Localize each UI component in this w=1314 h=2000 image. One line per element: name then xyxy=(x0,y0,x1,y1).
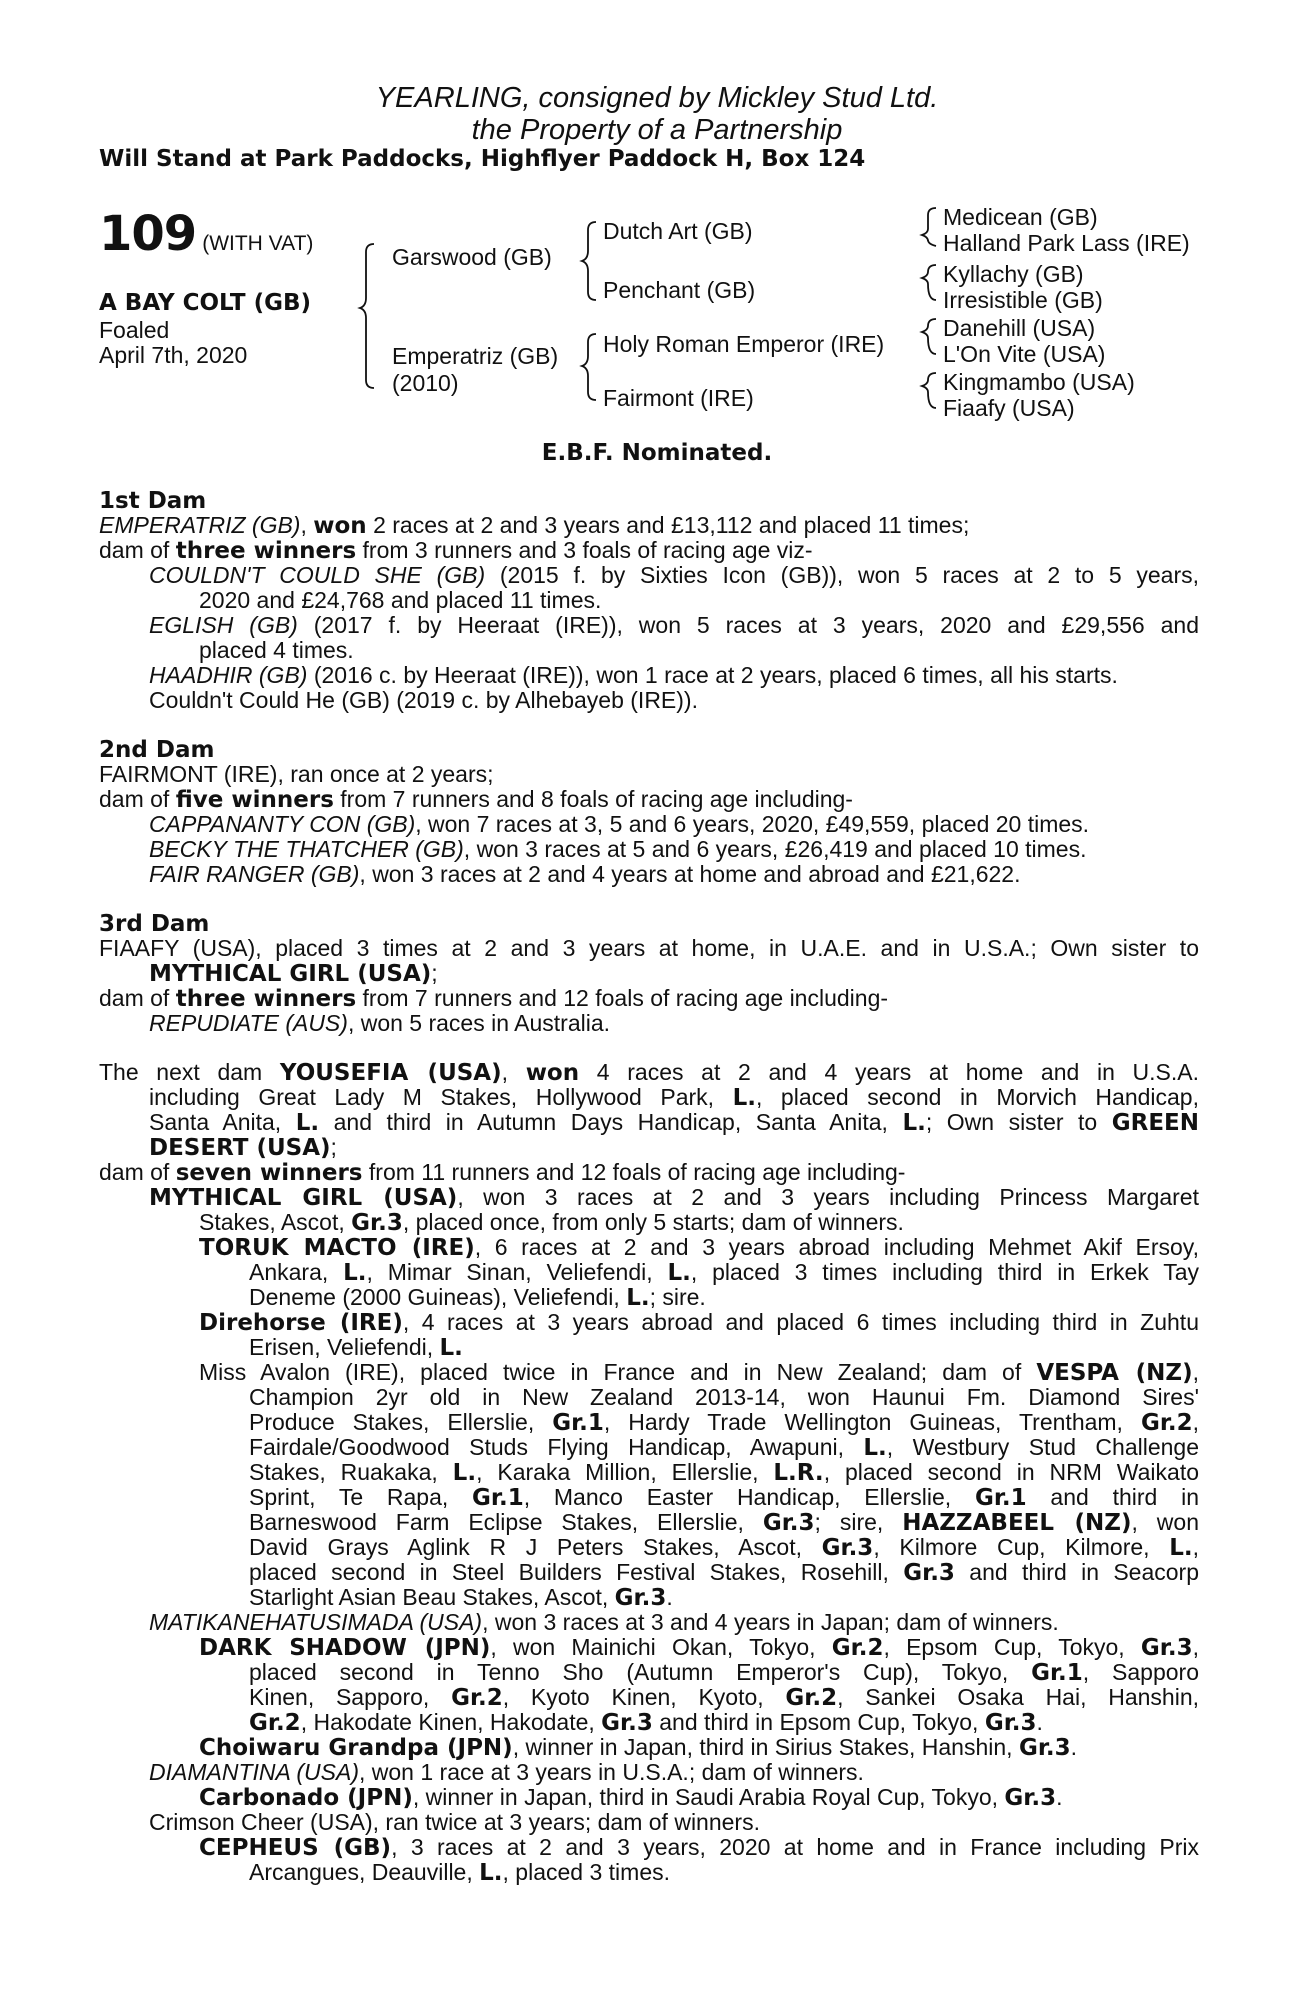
stabling-line: Will Stand at Park Paddocks, Highflyer Paddock H, Box 124 xyxy=(99,146,866,172)
bold-run: L. xyxy=(452,1460,477,1486)
text-run: Produce Stakes, Ellerslie, xyxy=(249,1409,553,1435)
text-run: ; sire. xyxy=(649,1284,706,1310)
pedigree-line xyxy=(249,1585,673,1611)
text-run: , won 3 races at 3 and 4 years in Japan; dam of winners. xyxy=(482,1609,1059,1635)
bold-run: Choiwaru Grandpa (JPN) xyxy=(199,1735,513,1761)
pedigree-line xyxy=(149,1810,760,1835)
pedigree-line xyxy=(149,1011,610,1036)
bold-run: Gr.3 xyxy=(762,1510,815,1536)
text-run: FAIRMONT (IRE), ran once at 2 years; xyxy=(99,761,494,787)
ebf-nomination: E.B.F. Nominated. xyxy=(541,440,773,466)
pedigree-line xyxy=(149,663,1118,688)
text-run: , Kyoto Kinen, Kyoto, xyxy=(502,1684,786,1710)
text-run: , 3 races at 2 and 3 years, 2020 at home and in France including Prix xyxy=(391,1834,1199,1860)
pedigree-line xyxy=(249,1260,1199,1286)
pedigree-line xyxy=(249,1335,463,1361)
text-run: Sprint, Te Rapa, xyxy=(249,1484,473,1510)
text-run: Santa Anita, xyxy=(149,1109,296,1135)
text-run: and third in Seacorp xyxy=(954,1559,1199,1585)
text-run: Stakes, Ruakaka, xyxy=(249,1459,453,1485)
bold-run: L. xyxy=(667,1260,691,1286)
pedigree-line xyxy=(249,1485,1199,1511)
text-run: ; xyxy=(431,960,438,986)
text-run: , winner in Japan, third in Saudi Arabia Royal Cup, Tokyo, xyxy=(412,1784,1005,1810)
text-run: , won 3 races at 2 and 3 years including Princess Margaret xyxy=(457,1184,1199,1210)
foaled-date: April 7th, 2020 xyxy=(99,342,248,368)
text-run: placed second in Steel Builders Festival Stakes, Rosehill, xyxy=(249,1559,904,1585)
text-run: , Karaka Million, Ellerslie, xyxy=(476,1459,774,1485)
bold-run: Gr.3 xyxy=(1140,1635,1193,1661)
text-run: , won 7 races at 3, 5 and 6 years, 2020, £49,559, placed 20 times. xyxy=(415,811,1090,837)
pedigree-line xyxy=(149,1110,1199,1136)
sdd: Irresistible (GB) xyxy=(943,287,1103,313)
bold-run: Gr.2 xyxy=(785,1685,838,1711)
bold-run: Gr.3 xyxy=(903,1560,955,1586)
pedigree-line xyxy=(249,1660,1199,1686)
bold-run: Gr.2 xyxy=(831,1635,884,1661)
sire: Garswood (GB) xyxy=(392,244,552,270)
heading-text: 2nd Dam xyxy=(99,737,215,763)
italic-run: COULDN'T COULD SHE (GB) xyxy=(149,562,486,588)
pedigree-line xyxy=(249,1385,1199,1410)
dd-brace xyxy=(922,373,936,408)
text-run: and third in Epsom Cup, Tokyo, xyxy=(652,1709,985,1735)
text-run: , winner in Japan, third in Sirius Stakes, Hanshin, xyxy=(512,1734,1019,1760)
text-run: , won 3 races at 5 and 6 years, £26,419 and placed 10 times. xyxy=(463,836,1087,862)
bold-run: MYTHICAL GIRL (USA) xyxy=(149,1185,458,1211)
pedigree-line xyxy=(249,1285,706,1311)
text-run: dam of xyxy=(99,1159,176,1185)
pedigree-line xyxy=(199,1735,1077,1761)
text-run: Miss Avalon (IRE), placed twice in France and in New Zealand; dam of xyxy=(199,1359,1037,1385)
pedigree-line xyxy=(249,1535,1199,1561)
bold-run: won xyxy=(313,513,367,539)
pedigree-line xyxy=(149,1135,337,1161)
text-run: , Hakodate Kinen, Hakodate, xyxy=(300,1709,602,1735)
text-run: dam of xyxy=(99,985,176,1011)
text-run: ; Own sister to xyxy=(925,1109,1112,1135)
pedigree-line xyxy=(199,1235,1199,1261)
bold-run: Gr.3 xyxy=(601,1710,653,1736)
text-run: , Epsom Cup, Tokyo, xyxy=(883,1634,1141,1660)
pedigree-line xyxy=(249,1860,670,1886)
text-run: (2017 f. by Heeraat (IRE)), won 5 races at 3 years, 2020 and £29,556 and xyxy=(297,612,1199,638)
text-run: Ankara, xyxy=(249,1259,344,1285)
text-run: Starlight Asian Beau Stakes, Ascot, xyxy=(249,1584,615,1610)
text-run: Deneme (2000 Guineas), Veliefendi, xyxy=(249,1284,627,1310)
bold-run: VESPA (NZ) xyxy=(1036,1360,1193,1386)
text-run: , xyxy=(1192,1634,1199,1660)
pedigree-line xyxy=(199,1210,904,1236)
text-run: from 3 runners and 3 foals of racing age viz- xyxy=(356,537,813,563)
main-brace xyxy=(360,244,374,388)
text-run: , Sankei Osaka Hai, Hanshin, xyxy=(837,1684,1199,1710)
dss: Danehill (USA) xyxy=(943,315,1096,341)
text-run: and third in xyxy=(1026,1484,1199,1510)
text-run: and third in Autumn Days Handicap, Santa Anita, xyxy=(319,1109,903,1135)
text-run: , xyxy=(300,512,314,538)
pedigree-line xyxy=(149,688,698,713)
pedigree-line xyxy=(249,1685,1199,1711)
text-run: , won xyxy=(1131,1509,1199,1535)
sire-sire: Dutch Art (GB) xyxy=(603,218,753,244)
bold-run: L. xyxy=(295,1110,320,1136)
bold-run: Gr.3 xyxy=(984,1710,1037,1736)
text-run: ; xyxy=(330,1134,337,1160)
bold-run: MYTHICAL GIRL (USA) xyxy=(149,961,432,987)
pedigree-line xyxy=(149,1185,1199,1211)
text-run: , placed once, from only 5 starts; dam of winners. xyxy=(402,1209,904,1235)
sire-dam: Penchant (GB) xyxy=(603,277,756,303)
bold-run: Gr.1 xyxy=(1031,1660,1083,1686)
bold-run: HAZZABEEL (NZ) xyxy=(902,1510,1132,1536)
bold-run: CEPHEUS (GB) xyxy=(199,1835,392,1861)
pedigree-line xyxy=(99,936,1199,961)
bold-run: won xyxy=(525,1060,580,1086)
pedigree-line xyxy=(99,1060,1199,1086)
text-run: Erisen, Veliefendi, xyxy=(249,1334,440,1360)
pedigree-line xyxy=(199,1360,1199,1386)
bold-run: YOUSEFIA (USA) xyxy=(279,1060,502,1086)
pedigree-line xyxy=(199,588,601,613)
text-run: , placed second in Morvich Handicap, xyxy=(756,1084,1199,1110)
bold-run: DESERT (USA) xyxy=(149,1135,331,1161)
bold-run: Gr.1 xyxy=(472,1485,524,1511)
text-run: 4 races at 2 and 4 years at home and in U.S.A. xyxy=(579,1059,1199,1085)
text-run: . xyxy=(1070,1734,1078,1760)
bold-run: Gr.3 xyxy=(614,1585,667,1611)
dsd: L'On Vite (USA) xyxy=(943,341,1106,367)
bold-run: L. xyxy=(343,1260,367,1286)
text-run: dam of xyxy=(99,537,176,563)
bold-run: Gr.3 xyxy=(821,1535,874,1561)
heading-text: 3rd Dam xyxy=(99,911,210,937)
text-run: 2 races at 2 and 3 years and £13,112 and placed 11 times; xyxy=(366,512,970,538)
bold-run: Gr.3 xyxy=(1018,1735,1071,1761)
pedigree-line xyxy=(249,1410,1199,1436)
pedigree-line xyxy=(149,613,1199,638)
text-run: Crimson Cheer (USA), ran twice at 3 years; dam of winners. xyxy=(149,1809,760,1835)
bold-run: three winners xyxy=(175,986,357,1012)
text-run: Fairdale/Goodwood Studs Flying Handicap, Awapuni, xyxy=(249,1434,864,1460)
bold-run: Gr.1 xyxy=(974,1485,1027,1511)
bold-run: Direhorse (IRE) xyxy=(199,1310,403,1336)
pedigree-line xyxy=(199,1835,1199,1861)
dds: Kingmambo (USA) xyxy=(943,369,1135,395)
ss-brace xyxy=(922,208,936,246)
bold-run: seven winners xyxy=(175,1160,363,1186)
pedigree-line xyxy=(249,1560,1199,1586)
bold-run: Gr.2 xyxy=(451,1685,503,1711)
text-run: including Great Lady M Stakes, Hollywood Park, xyxy=(149,1084,733,1110)
heading-text: 1st Dam xyxy=(99,488,207,514)
text-run: placed 4 times. xyxy=(199,637,354,663)
italic-run: MATIKANEHATUSIMADA (USA) xyxy=(149,1609,483,1635)
bold-run: TORUK MACTO (IRE) xyxy=(199,1235,475,1261)
text-run: FIAAFY (USA), placed 3 times at 2 and 3 years at home, in U.A.E. and in U.S.A.; Own sister to xyxy=(99,935,1199,961)
text-run: , xyxy=(1192,1359,1199,1385)
pedigree-line xyxy=(149,563,1199,588)
bold-run: three winners xyxy=(175,538,357,564)
text-run: , Hardy Trade Wellington Guineas, Trentham, xyxy=(603,1409,1141,1435)
italic-run: HAADHIR (GB) xyxy=(149,662,308,688)
text-run: dam of xyxy=(99,786,176,812)
text-run: (2016 c. by Heeraat (IRE)), won 1 race at 2 years, placed 6 times, all his starts. xyxy=(307,662,1118,688)
pedigree-line xyxy=(249,1710,1043,1736)
text-run: , xyxy=(501,1059,526,1085)
pedigree-line xyxy=(99,538,813,564)
text-run: , Sapporo xyxy=(1082,1659,1199,1685)
ds-brace xyxy=(922,319,936,354)
italic-run: REPUDIATE (AUS) xyxy=(149,1010,348,1036)
pedigree-line xyxy=(149,961,438,987)
text-run: , Manco Easter Handicap, Ellerslie, xyxy=(523,1484,975,1510)
pedigree-line xyxy=(99,762,494,787)
pedigree-line xyxy=(99,1160,905,1186)
text-run: , won 3 races at 2 and 4 years at home and abroad and £21,622. xyxy=(359,861,1021,887)
bold-run: L. xyxy=(626,1285,650,1311)
bold-run: L. xyxy=(1169,1535,1193,1561)
bold-run: five winners xyxy=(175,787,334,813)
pedigree-line xyxy=(99,513,969,539)
text-run: , Westbury Stud Challenge xyxy=(886,1434,1199,1460)
pedigree-line xyxy=(149,812,1089,837)
pedigree-line xyxy=(199,1785,1062,1811)
sds: Kyllachy (GB) xyxy=(943,261,1084,287)
bold-run: L. xyxy=(902,1110,926,1136)
text-run: from 7 runners and 8 foals of racing age including- xyxy=(333,786,853,812)
bold-run: Gr.3 xyxy=(351,1210,403,1236)
italic-run: EMPERATRIZ (GB) xyxy=(99,512,301,538)
text-run: Couldn't Could He (GB) (2019 c. by Alhebayeb (IRE)). xyxy=(149,687,698,713)
pedigree-line xyxy=(249,1460,1199,1486)
sire-brace xyxy=(582,222,596,300)
bold-run: L.R. xyxy=(773,1460,824,1486)
text-run: , 4 races at 3 years abroad and placed 6 times including third in Zuhtu xyxy=(402,1309,1199,1335)
text-run: . xyxy=(1036,1709,1043,1735)
sd-brace xyxy=(922,265,936,300)
pedigree-line xyxy=(199,638,354,663)
section-heading xyxy=(99,737,214,763)
ssd: Halland Park Lass (IRE) xyxy=(943,230,1190,256)
text-run: , won 5 races in Australia. xyxy=(347,1010,611,1036)
bold-run: Gr.2 xyxy=(1140,1410,1193,1436)
text-run: , Mimar Sinan, Veliefendi, xyxy=(366,1259,668,1285)
pedigree-line xyxy=(249,1435,1199,1461)
text-run: , xyxy=(1192,1534,1199,1560)
pedigree-line xyxy=(149,837,1086,862)
text-run: . xyxy=(666,1584,673,1610)
property-line: the Property of a Partnership xyxy=(471,114,843,146)
bold-run: Carbonado (JPN) xyxy=(199,1785,413,1811)
text-run: , xyxy=(1192,1409,1200,1435)
bold-run: Gr.1 xyxy=(552,1410,604,1436)
text-run: ; sire, xyxy=(814,1509,903,1535)
dam-sire: Holy Roman Emperor (IRE) xyxy=(603,331,885,357)
bold-run: L. xyxy=(732,1085,756,1111)
horse-description: A BAY COLT (GB) xyxy=(99,290,312,316)
pedigree-line xyxy=(199,1635,1199,1661)
text-run: from 11 runners and 12 foals of racing age including- xyxy=(362,1159,906,1185)
pedigree-line xyxy=(149,1610,1059,1635)
pedigree-line xyxy=(199,1310,1199,1336)
vat-note: (WITH VAT) xyxy=(202,232,314,255)
bold-run: DARK SHADOW (JPN) xyxy=(199,1635,491,1661)
italic-run: CAPPANANTY CON (GB) xyxy=(149,811,416,837)
sss: Medicean (GB) xyxy=(943,204,1098,230)
text-run: (2015 f. by Sixties Icon (GB)), won 5 races at 2 to 5 years, xyxy=(485,562,1199,588)
italic-run: FAIR RANGER (GB) xyxy=(149,861,360,887)
text-run: , placed 3 times. xyxy=(502,1859,670,1885)
bold-run: Gr.3 xyxy=(1004,1785,1057,1811)
pedigree-line xyxy=(249,1510,1199,1536)
text-run: , placed 3 times including third in Erkek Tay xyxy=(690,1259,1199,1285)
consignor-line: YEARLING, consigned by Mickley Stud Ltd. xyxy=(375,82,939,114)
text-run: , placed second in NRM Waikato xyxy=(823,1459,1200,1485)
bold-run: GREEN xyxy=(1111,1110,1200,1136)
text-run: Stakes, Ascot, xyxy=(199,1209,352,1235)
italic-run: DIAMANTINA (USA) xyxy=(149,1759,359,1785)
text-run: . xyxy=(1056,1784,1063,1810)
italic-run: EGLISH (GB) xyxy=(149,612,298,638)
bold-run: Gr.2 xyxy=(249,1710,301,1736)
text-run: , won 1 race at 3 years in U.S.A.; dam of winners. xyxy=(359,1759,864,1785)
pedigree-line xyxy=(149,1760,864,1785)
text-run: 2020 and £24,768 and placed 11 times. xyxy=(199,587,602,613)
ddd: Fiaafy (USA) xyxy=(943,395,1075,421)
text-run: David Grays Aglink R J Peters Stakes, Ascot, xyxy=(249,1534,822,1560)
text-run: from 7 runners and 12 foals of racing age including- xyxy=(356,985,889,1011)
text-run: placed second in Tenno Sho (Autumn Emperor's Cup), Tokyo, xyxy=(249,1659,1032,1685)
text-run: Champion 2yr old in New Zealand 2013-14, won Haunui Fm. Diamond Sires' xyxy=(249,1384,1199,1410)
pedigree-line xyxy=(99,787,853,813)
italic-run: BECKY THE THATCHER (GB) xyxy=(149,836,464,862)
lot-number: 109 xyxy=(99,206,197,262)
dam-year: (2010) xyxy=(392,370,459,396)
text-run: Kinen, Sapporo, xyxy=(249,1684,452,1710)
dam: Emperatriz (GB) xyxy=(392,343,559,369)
pedigree-line xyxy=(149,862,1021,887)
text-run: , won Mainichi Okan, Tokyo, xyxy=(490,1634,832,1660)
section-heading xyxy=(99,488,206,514)
text-run: , 6 races at 2 and 3 years abroad including Mehmet Akif Ersoy, xyxy=(474,1234,1199,1260)
text-run: Arcangues, Deauville, xyxy=(249,1859,480,1885)
bold-run: L. xyxy=(439,1335,463,1361)
text-run: , Kilmore Cup, Kilmore, xyxy=(873,1534,1170,1560)
pedigree-line xyxy=(149,1085,1199,1111)
bold-run: L. xyxy=(479,1860,503,1886)
dam-brace xyxy=(582,334,596,400)
bold-run: L. xyxy=(863,1435,887,1461)
foaled-label: Foaled xyxy=(99,317,170,343)
section-heading xyxy=(99,911,209,937)
pedigree-line xyxy=(99,986,888,1012)
dam-dam: Fairmont (IRE) xyxy=(603,385,754,411)
text-run: The next dam xyxy=(99,1059,280,1085)
text-run: Barneswood Farm Eclipse Stakes, Ellerslie, xyxy=(249,1509,763,1535)
